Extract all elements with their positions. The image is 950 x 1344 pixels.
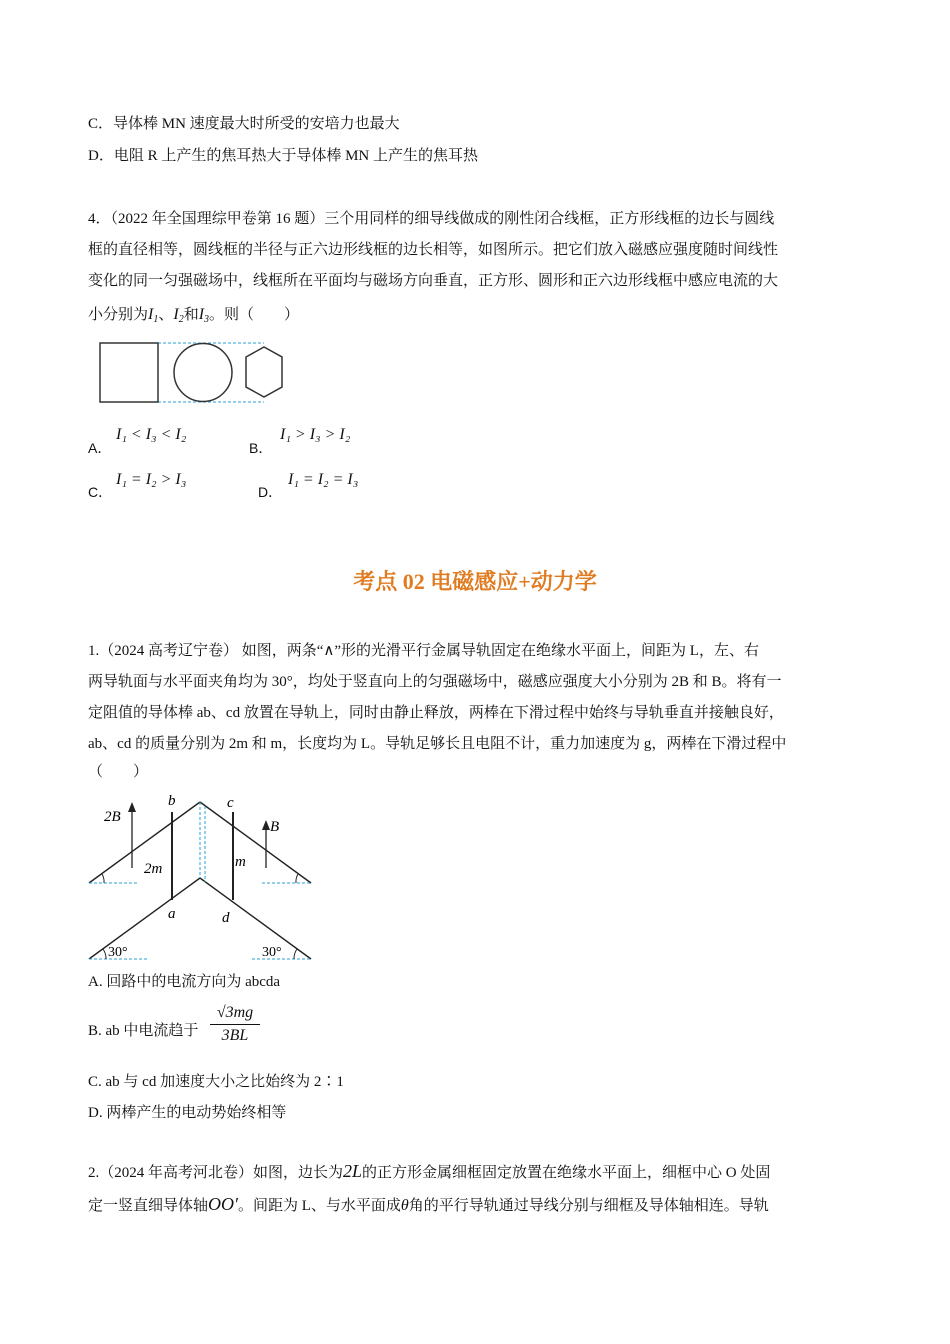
- q4-option-a-label: A．: [88, 440, 112, 456]
- q2-line2-prefix: 定一竖直细导体轴: [88, 1198, 209, 1214]
- square-loop: [100, 343, 158, 402]
- math-theta: θ: [400, 1197, 409, 1214]
- q4-stem-line-1: 4．（2022 年全国理综甲卷第 16 题）三个用同样的细导线做成的刚性闭合线框，正方形线框的边长与圆线: [88, 211, 775, 227]
- math-2l: 2L: [343, 1161, 363, 1181]
- upper-rail-right: [200, 802, 311, 883]
- q4-option-d-label: D．: [258, 484, 283, 500]
- angle-label-left: 30°: [108, 945, 128, 960]
- q4-line4-sep2: 和: [183, 307, 199, 323]
- prev-option-c: C．导体棒 MN 速度最大时所受的安培力也最大: [88, 116, 400, 132]
- q1-option-b-fraction: [210, 1002, 260, 1047]
- field-arrowhead-2b: [128, 802, 136, 812]
- label-a: a: [168, 906, 176, 922]
- q4-stem-line-3: 变化的同一匀强磁场中，线框所在平面均与磁场方向垂直，正方形、圆形和正六边形线框中感应电流的大: [88, 273, 779, 289]
- lower-rail-left: [89, 878, 200, 959]
- current-i3: $I_3$: [198, 306, 210, 325]
- label-c: c: [227, 795, 234, 811]
- q1-option-a: A. 回路中的电流方向为 abcda: [88, 974, 281, 990]
- q4-option-c: I₁ = I₂ > I₃: [116, 471, 187, 488]
- q1-stem-line-4: ab、cd 的质量分别为 2m 和 m，长度均为 L。导轨足够长且电阻不计，重力加速度为 g，两棒在下滑过程中: [88, 736, 787, 752]
- q1-stem-line-1: 1.（2024 高考辽宁卷） 如图，两条“∧”形的光滑平行金属导轨固定在绝缘水平面上，间距为 L，左、右: [88, 643, 759, 659]
- q4-option-b: I₁ > I₃ > I₂: [280, 426, 351, 443]
- fraction-denominator: 3BL: [221, 1027, 249, 1044]
- angle-label-right: 30°: [262, 945, 282, 960]
- q2-line1-prefix: 2.（2024 年高考河北卷）如图，边长为: [88, 1165, 344, 1181]
- q4-option-d: I₁ = I₂ = I₃: [288, 471, 359, 488]
- circle-loop: [174, 344, 232, 402]
- label-2b: 2B: [104, 809, 121, 825]
- q1-option-b-text: B. ab 中电流趋于: [88, 1023, 199, 1039]
- q1-option-c: C. ab 与 cd 加速度大小之比始终为 2∶1: [88, 1074, 344, 1090]
- section-heading: 考点 02 电磁感应+动力学: [353, 569, 597, 594]
- q4-line4-prefix: 小分别为: [88, 307, 149, 323]
- hexagon-loop: [246, 347, 282, 397]
- q4-option-b-label: B．: [249, 440, 273, 456]
- math-axis-oo: OO′: [208, 1194, 238, 1214]
- q4-option-c-label: C．: [88, 484, 113, 500]
- fraction-numerator: √3mg: [210, 1002, 260, 1025]
- prev-option-d: D．电阻 R 上产生的焦耳热大于导体棒 MN 上产生的焦耳热: [88, 148, 479, 164]
- q1-rail-figure: [86, 788, 318, 962]
- right-lower-angle-arc: [294, 949, 297, 959]
- q4-line4-sep1: 、: [158, 307, 174, 323]
- q4-loop-figure: [96, 338, 296, 410]
- q2-line2-mid: 。间距为 L、与水平面成: [237, 1198, 401, 1214]
- right-upper-angle-arc: [296, 874, 298, 883]
- q2-line1-suffix: 的正方形金属细框固定放置在绝缘水平面上，细框中心 O 处固: [362, 1165, 771, 1181]
- q1-stem-line-2: 两导轨面与水平面夹角均为 30°，均处于竖直向上的匀强磁场中，磁感应强度大小分别为 2B 和 B。将有一: [88, 674, 782, 690]
- field-arrowhead-b: [262, 820, 270, 830]
- q4-stem-line-2: 框的直径相等，圆线框的半径与正六边形线框的边长相等，如图所示。把它们放入磁感应强度随时间线性: [88, 242, 779, 258]
- label-d: d: [222, 910, 230, 926]
- label-m: m: [235, 854, 246, 870]
- label-b-field: B: [270, 819, 280, 835]
- q1-option-d: D. 两棒产生的电动势始终相等: [88, 1105, 287, 1121]
- q4-stem-line-4: [88, 305, 299, 330]
- current-i2: $I_2$: [173, 306, 184, 325]
- label-2m: 2m: [144, 861, 163, 877]
- q2-line2-suffix: 角的平行导轨通过导线分别与细框及导体轴相连。导轨: [408, 1198, 769, 1214]
- left-lower-angle-arc: [103, 949, 106, 959]
- q1-stem-line-5: （ ）: [88, 764, 149, 780]
- left-upper-angle-arc: [102, 874, 104, 883]
- q2-stem-line-2: [88, 1194, 769, 1216]
- q2-stem-line-1: [88, 1161, 770, 1183]
- current-i1: $I_1$: [148, 306, 159, 325]
- lower-rail-right: [200, 878, 311, 959]
- label-b: b: [168, 793, 176, 809]
- q4-line4-suffix: 。则（ ）: [209, 307, 300, 323]
- q1-stem-line-3: 定阻值的导体棒 ab、cd 放置在导轨上，同时由静止释放，两棒在下滑过程中始终与导轨垂直并接触良好，: [88, 705, 784, 721]
- q4-option-a: I₁ < I₃ < I₂: [116, 426, 187, 443]
